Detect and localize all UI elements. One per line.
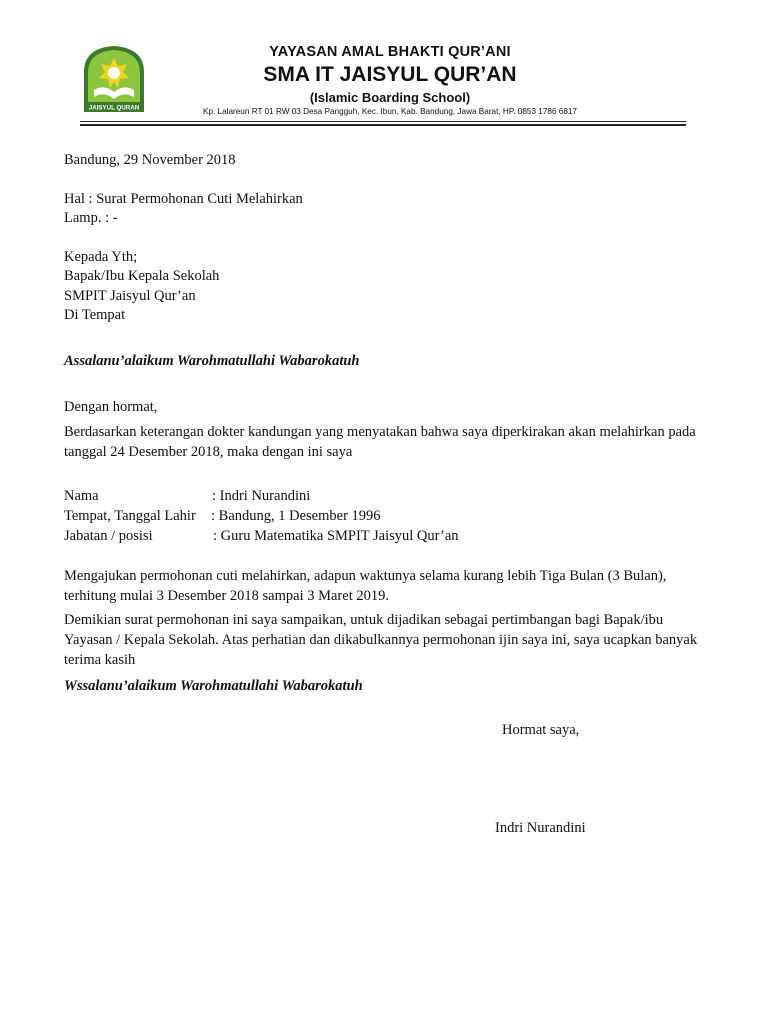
subject-line: Hal : Surat Permohonan Cuti Melahirkan bbox=[64, 191, 303, 207]
signer-name: Indri Nurandini bbox=[495, 820, 586, 836]
letterhead-divider-thick bbox=[80, 124, 686, 126]
attachment-line: Lamp. : - bbox=[64, 210, 118, 226]
foundation-name: YAYASAN AMAL BHAKTI QUR’ANI bbox=[269, 44, 511, 60]
detail-value: : Guru Matematika SMPIT Jaisyul Qur’an bbox=[213, 528, 459, 544]
closing-greeting: Wssalanu’alaikum Warohmatullahi Wabarokatuh bbox=[64, 678, 363, 694]
recipient-line: SMPIT Jaisyul Qur’an bbox=[64, 288, 196, 304]
paragraph-closing: Demikian surat permohonan ini saya sampaikan, untuk dijadikan sebagai pertimbangan bagi Bapak/ibu Yayasan / Kepala Sekolah. Atas perhatian dan dikabulkannya permohonan ijin saya ini, saya ucapkan banyak terima kasih bbox=[64, 612, 698, 668]
logo-caption: JAISYUL QURAN bbox=[88, 104, 140, 112]
detail-label: Nama bbox=[64, 488, 99, 504]
recipient-line: Kepada Yth; bbox=[64, 249, 138, 265]
paragraph-intro: Berdasarkan keterangan dokter kandungan yang menyatakan bahwa saya diperkirakan akan melahirkan pada tanggal 24 Desember 2018, maka dengan ini saya bbox=[64, 424, 696, 460]
letterhead-divider-thin bbox=[80, 121, 686, 122]
detail-value: : Indri Nurandini bbox=[212, 488, 311, 504]
salutation: Dengan hormat, bbox=[64, 399, 158, 415]
detail-value: : Bandung, 1 Desember 1996 bbox=[211, 508, 381, 524]
school-name: SMA IT JAISYUL QUR’AN bbox=[263, 63, 517, 86]
paragraph-request: Mengajukan permohonan cuti melahirkan, adapun waktunya selama kurang lebih Tiga Bulan (3 Bulan), terhitung mulai 3 Desember 2018 sampai 3 Maret 2019. bbox=[64, 568, 667, 604]
jaisyul-quran-logo-icon bbox=[80, 44, 148, 114]
place-date: Bandung, 29 November 2018 bbox=[64, 152, 236, 168]
school-subtitle: (Islamic Boarding School) bbox=[309, 90, 471, 105]
detail-label: Jabatan / posisi bbox=[64, 528, 153, 544]
opening-greeting: Assalanu’alaikum Warohmatullahi Wabarokatuh bbox=[64, 353, 360, 369]
school-address: Kp. Lalareun RT 01 RW 03 Desa Pangguh, Kec. Ibun, Kab. Bandung, Jawa Barat, HP. 0853 1786 6817 bbox=[202, 107, 577, 116]
recipient-line: Di Tempat bbox=[64, 307, 126, 323]
detail-label: Tempat, Tanggal Lahir bbox=[64, 508, 196, 524]
closing-phrase: Hormat saya, bbox=[502, 722, 580, 738]
recipient-line: Bapak/Ibu Kepala Sekolah bbox=[64, 268, 220, 284]
